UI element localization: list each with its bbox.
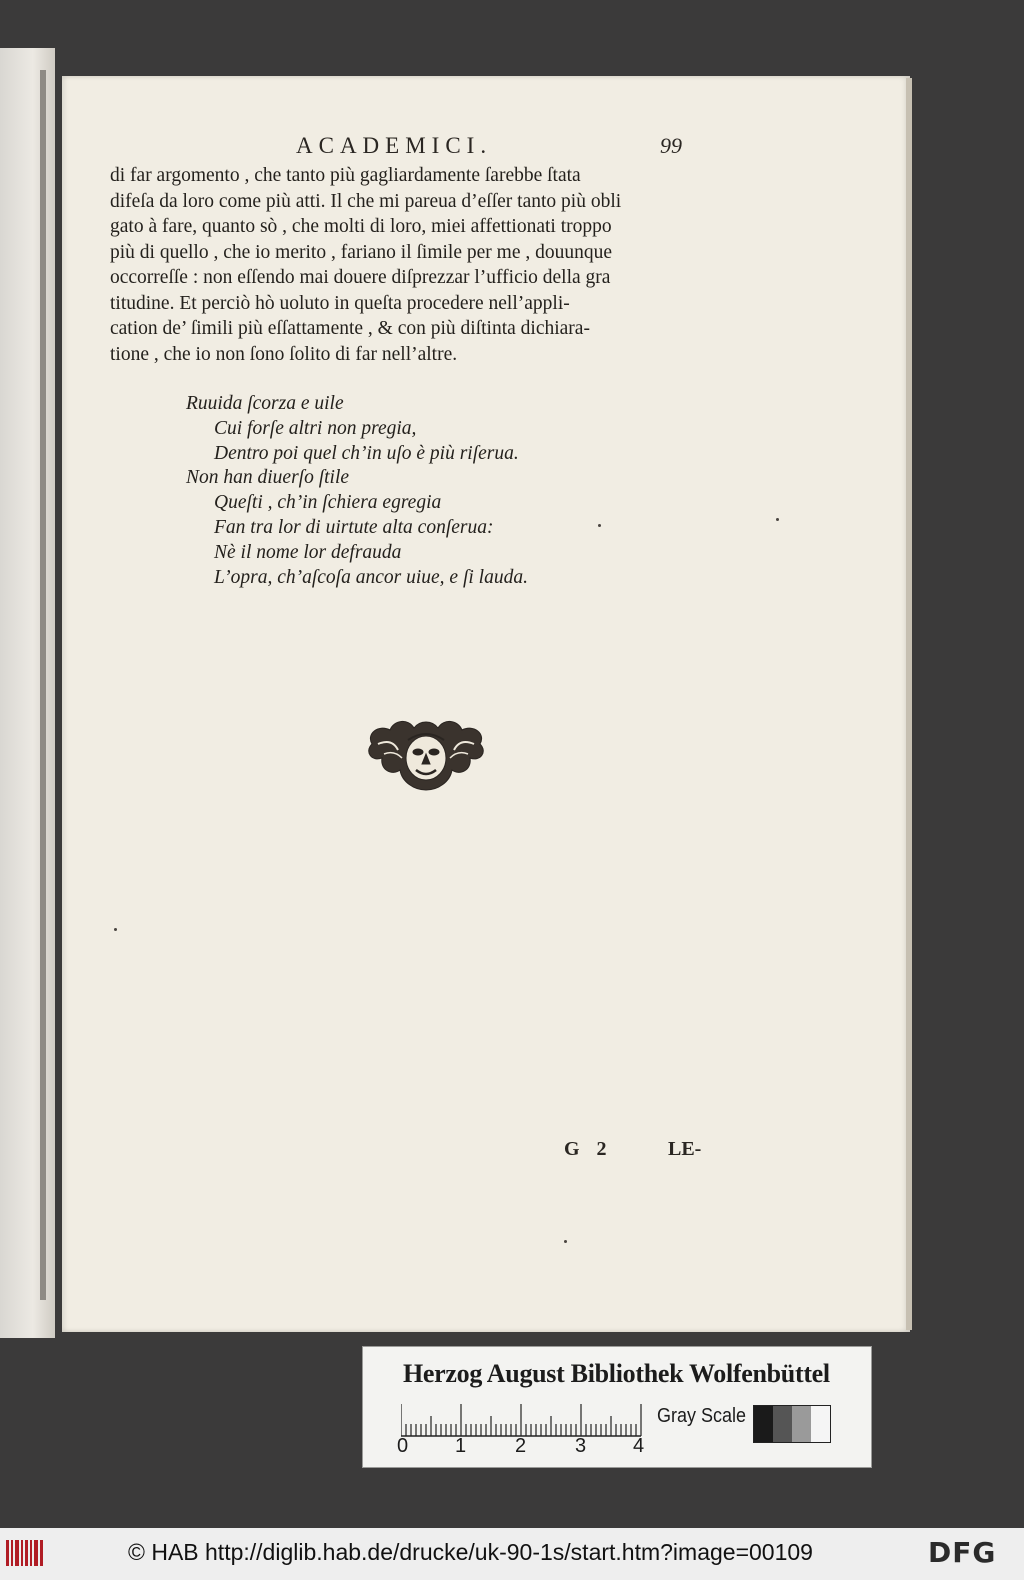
verse-line: Nè il nome lor defrauda: [214, 541, 402, 563]
verse-line: Dentro poi quel ch’in uſo è più riſerua.: [214, 442, 519, 464]
gray-scale-label: Gray Scale: [657, 1405, 747, 1427]
ruler-number: 3: [575, 1435, 587, 1457]
gray-patch: [811, 1406, 830, 1442]
ink-speck: [776, 518, 779, 521]
viewer-footer: [0, 1528, 1024, 1580]
barcode-icon: [6, 1538, 46, 1568]
verse-line: Non han diuerſo ſtile: [186, 467, 350, 489]
ruler-number: 4: [633, 1435, 645, 1457]
ink-speck: [114, 928, 117, 931]
ruler-number: 0: [397, 1435, 409, 1457]
signature-mark: G 2: [564, 1138, 607, 1160]
ruler-number: 1: [455, 1435, 467, 1457]
gray-scale-patches: [753, 1405, 831, 1443]
verse-line: Queſti , ch’in ſchiera egregia: [214, 492, 442, 514]
verse-line: L’opra, ch’aſcoſa ancor uiue, e ſi lauda.: [214, 566, 528, 588]
prose-line: titudine. Et perciò hò uoluto in queſta procedere nell’appli-: [110, 292, 570, 314]
ink-speck: [598, 524, 601, 527]
prose-line: difeſa da loro come più atti. Il che mi pareua d’eſſer tanto più obli: [110, 190, 622, 212]
ink-speck: [564, 1240, 567, 1243]
prose-line: tione , che io non ſono ſolito di far nell’altre.: [110, 343, 458, 365]
prose-line: più di quello , che io merito , fariano il ſimile per me , douunque: [110, 241, 613, 263]
copyright-link[interactable]: © HAB http://diglib.hab.de/drucke/uk-90-1s/start.htm?image=00109: [128, 1539, 813, 1565]
poem-stanza: [186, 392, 528, 590]
prose-paragraph: [110, 163, 722, 367]
ruler-scale: [401, 1403, 645, 1437]
dfg-logo: DFG: [928, 1536, 997, 1569]
grotesque-mask-ornament-icon: [364, 714, 488, 798]
prose-line: di far argomento , che tanto più gagliardamente ſarebbe ſtata: [110, 165, 581, 186]
book-spine-shadow: [40, 70, 46, 1300]
verse-line: Ruuida ſcorza e uile: [186, 393, 344, 414]
page-number: 99: [660, 133, 682, 158]
left-page-edge: [0, 48, 55, 1338]
prose-line: occorreſſe : non eſſendo mai douere diſprezzar l’ufficio della gra: [110, 267, 611, 288]
verse-line: Fan tra lor di uirtute alta conſerua:: [214, 516, 494, 538]
ruler-numbers: [397, 1435, 657, 1461]
gray-patch: [773, 1406, 792, 1442]
gray-patch: [754, 1406, 773, 1442]
page-fore-edge: [906, 78, 912, 1330]
catchword: LE-: [668, 1138, 702, 1160]
ruler-number: 2: [515, 1435, 527, 1457]
library-name: Herzog August Bibliothek Wolfenbüttel: [403, 1359, 830, 1388]
prose-line: cation de’ ſimili più eſſattamente , & con più diſtinta dichiara-: [110, 318, 590, 339]
prose-line: gato à fare, quanto sò , che molti di loro, miei affettionati troppo: [110, 216, 612, 237]
color-scale-card: [362, 1346, 872, 1468]
gray-patch: [792, 1406, 811, 1442]
running-head: ACADEMICI.: [296, 133, 493, 158]
verse-line: Cui forſe altri non pregia,: [214, 417, 417, 439]
